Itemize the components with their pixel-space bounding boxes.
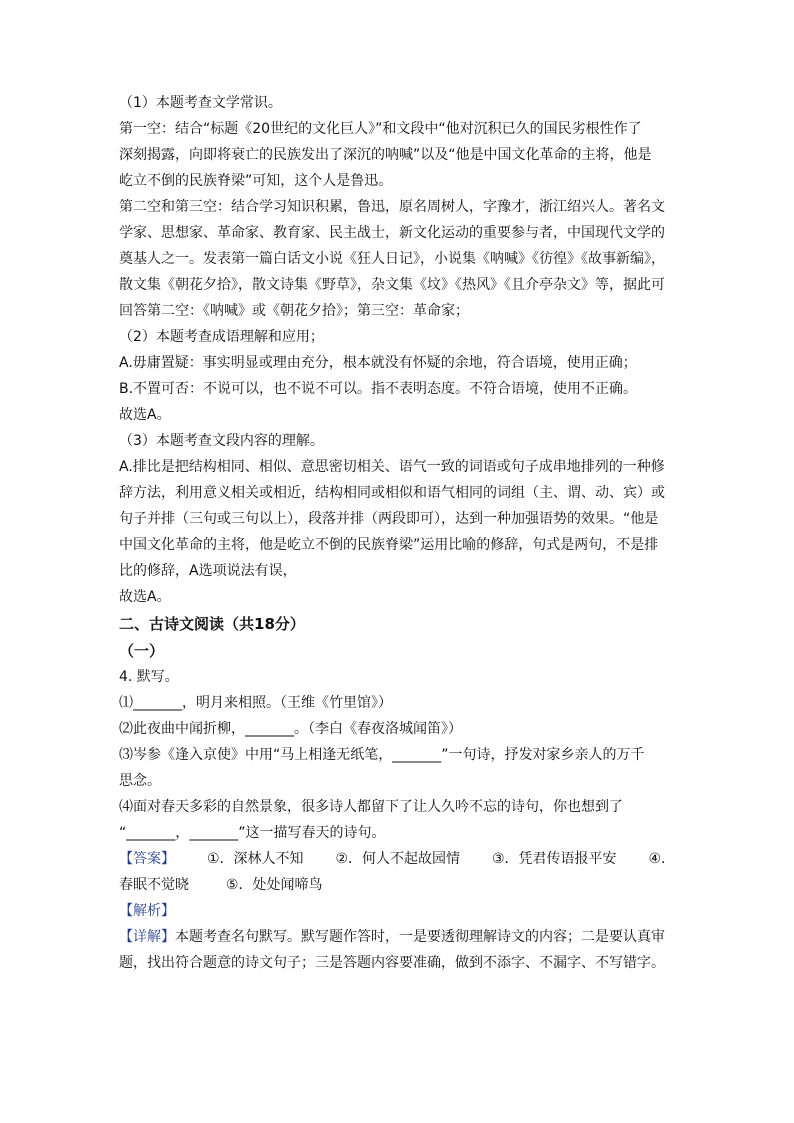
q4-item: ⑶岑参《逢入京使》中用“马上相逢无纸笔，_______”一句诗，抒发对家乡亲人的万千: [119, 747, 645, 763]
q1-line: 学家、思想家、革命家、教育家、民主战士，新文化运动的重要参与者，中国现代文学的: [119, 225, 665, 241]
q2-line: B.不置可否：不说可以，也不说不可以。指不表明态度。不符合语境，使用不正确。: [119, 381, 638, 397]
answer-item: ①．深林人不知: [206, 851, 304, 867]
q1-line: 奠基人之一。发表第一篇白话文小说《狂人日记》，小说集《呐喊》《彷徨》《故事新编》，: [119, 251, 665, 267]
q1-line: 深刻揭露，向即将衰亡的民族发出了深沉的呐喊”以及“他是中国文化革命的主将，他是: [119, 147, 652, 163]
q4-item: ⑴_______，明月来相照。（王维《竹里馆》）: [119, 695, 392, 711]
q2-line: 故选A。: [119, 407, 171, 423]
answer-item: ④．: [648, 851, 675, 867]
q2-title: （2）本题考查成语理解和应用；: [119, 329, 324, 345]
answer-item: 春眠不觉晓: [119, 877, 189, 893]
q1-line: 回答第二空：《呐喊》或《朝花夕拾》；第三空：革命家；: [119, 303, 469, 319]
q4-item: “_______，_______”这一描写春天的诗句。: [119, 825, 386, 841]
q1-line: 散文集《朝花夕拾》，散文诗集《野草》，杂文集《坟》《热风》《且介亭杂文》等，据此可: [119, 277, 665, 293]
q3-conclusion: 故选A。: [119, 589, 171, 605]
q3-line: 辞方法，利用意义相关或相近，结构相同或相似和语气相同的词组（主、谓、动、宾）或: [119, 485, 665, 501]
q1-title: （1）本题考查文学常识。: [119, 95, 282, 111]
answer-item: ③．凭君传语报平安: [491, 851, 617, 867]
q4-title: 4. 默写。: [119, 669, 179, 685]
answer-tag: 【答案】: [119, 851, 175, 867]
q3-line: 比的修辞，A选项说法有误，: [119, 563, 297, 579]
q3-line: 句子并排（三句或三句以上），段落并排（两段即可），达到一种加强语势的效果。“他是: [119, 511, 659, 527]
q1-line: 第二空和第三空：结合学习知识积累，鲁迅，原名周树人，字豫才，浙江绍兴人。著名文: [119, 199, 665, 215]
answer-row: [119, 850, 675, 868]
document-body: [119, 94, 675, 972]
analysis-tag: 【解析】: [119, 903, 175, 919]
detail-line: [119, 928, 675, 946]
detail-tag: 【详解】: [119, 929, 175, 945]
q4-item: ⑷面对春天多彩的自然景象，很多诗人都留下了让人久吟不忘的诗句，你也想到了: [119, 799, 623, 815]
answer-item: ②．何人不起故园情: [335, 851, 460, 867]
detail-line: 题，找出符合题意的诗文句子；三是答题内容要准确，做到不添字、不漏字、不写错字。: [119, 955, 665, 971]
q4-item: 思念。: [119, 773, 161, 789]
q3-title: （3）本题考查文段内容的理解。: [119, 433, 324, 449]
detail-text: 本题考查名句默写。默写题作答时，一是要透彻理解诗文的内容；二是要认真审: [175, 929, 665, 945]
sub-heading: （一）: [119, 642, 165, 660]
q3-line: A.排比是把结构相同、相似、意思密切相关、语气一致的词语或句子成串地排列的一种修: [119, 459, 665, 475]
answer-row-2: [119, 876, 675, 894]
q1-line: 屹立不倒的民族脊梁”可知，这个人是鲁迅。: [119, 173, 393, 189]
section-heading: 二、古诗文阅读（共18分）: [119, 615, 305, 633]
q4-item: ⑵此夜曲中闻折柳，_______。（李白《春夜洛城闻笛》）: [119, 721, 462, 737]
q2-line: A.毋庸置疑：事实明显或理由充分，根本就没有怀疑的余地，符合语境，使用正确；: [119, 355, 637, 371]
q3-line: 中国文化革命的主将，他是屹立不倒的民族脊梁”运用比喻的修辞，句式是两句，不是排: [119, 537, 659, 553]
q1-line: 第一空：结合“标题《20世纪的文化巨人》”和文段中“他对沉积已久的国民劣根性作了: [119, 121, 642, 137]
answer-item: ⑤．处处闻啼鸟: [225, 877, 323, 893]
